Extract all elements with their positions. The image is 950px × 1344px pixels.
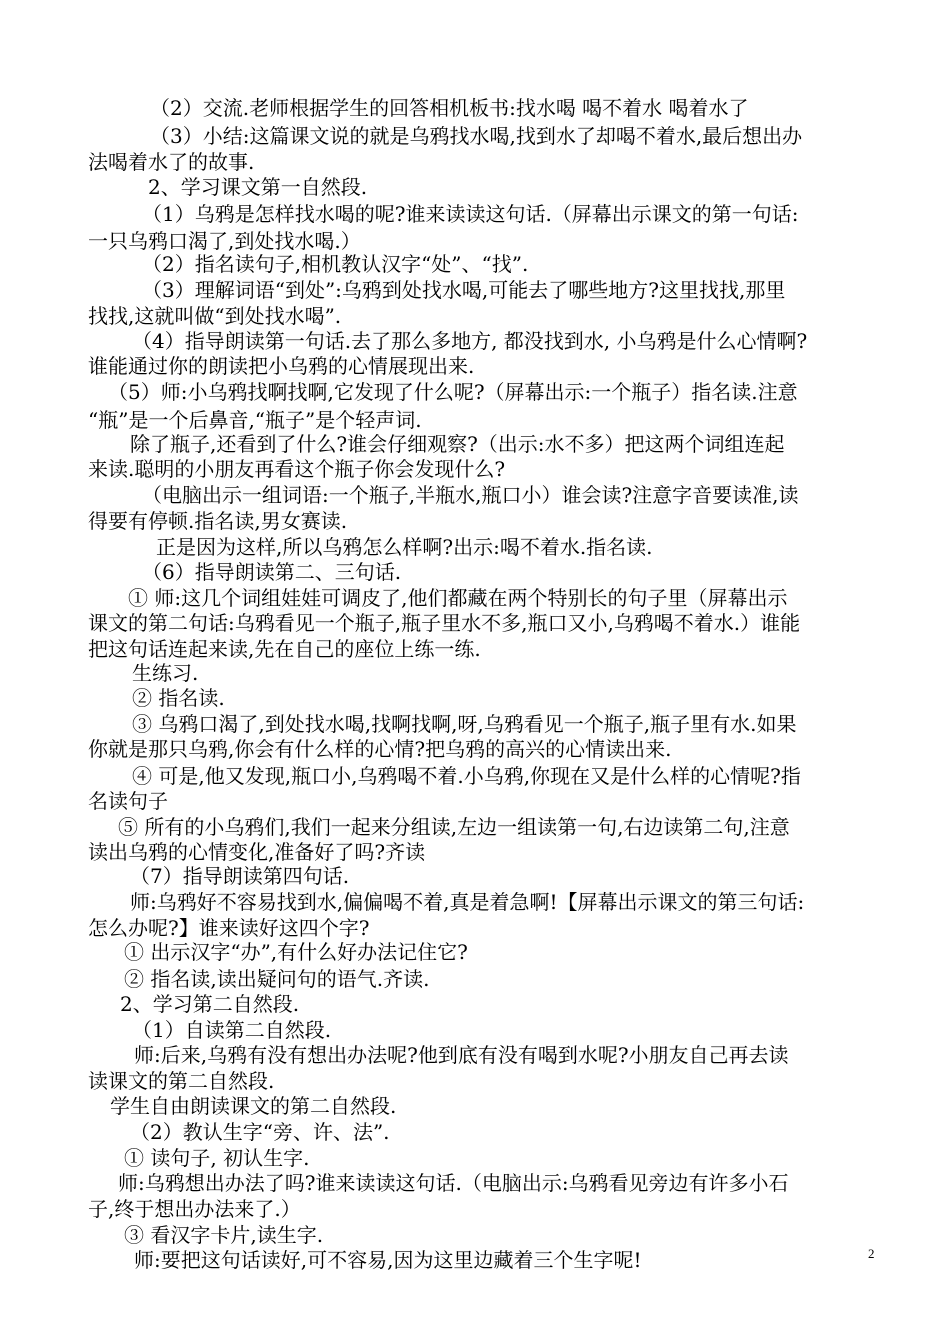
text-line: （2）交流.老师根据学生的回答相机板书:找水喝 喝不着水 喝着水了	[150, 96, 749, 120]
text-line: ③ 看汉字卡片,读生字.	[124, 1223, 324, 1247]
text-line: （1）自读第二自然段.	[132, 1018, 332, 1042]
text-line: 读出乌鸦的心情变化,准备好了吗?齐读	[88, 840, 426, 864]
text-line: 2、学习第二自然段.	[120, 992, 300, 1016]
text-line: （电脑出示一组词语:一个瓶子,半瓶水,瓶口小）谁会读?注意字音要读准,读	[142, 483, 799, 507]
text-line: （3）小结:这篇课文说的就是乌鸦找水喝,找到水了却喝不着水,最后想出办	[150, 124, 803, 148]
text-line: 正是因为这样,所以乌鸦怎么样啊?出示:喝不着水.指名读.	[156, 535, 653, 559]
text-line: 找找,这就叫做“到处找水喝”.	[88, 304, 342, 328]
text-line: （7）指导朗读第四句话.	[130, 864, 350, 888]
text-line: ① 师:这几个词组娃娃可调皮了,他们都藏在两个特别长的句子里（屏幕出示	[128, 586, 788, 610]
text-line: 子,终于想出办法来了.）	[88, 1197, 301, 1221]
text-line: ④ 可是,他又发现,瓶口小,乌鸦喝不着.小乌鸦,你现在又是什么样的心情呢?指	[132, 764, 801, 788]
text-line: 一只乌鸦口渴了,到处找水喝.）	[88, 229, 361, 253]
text-line: 2、学习课文第一自然段.	[148, 175, 368, 199]
text-line: ② 指名读,读出疑问句的语气.齐读.	[124, 967, 430, 991]
text-line: 除了瓶子,还看到了什么?谁会仔细观察?（出示:水不多）把这两个词组连起	[130, 432, 785, 456]
text-line: （1）乌鸦是怎样找水喝的呢?谁来读读这句话.（屏幕出示课文的第一句话:	[142, 202, 799, 226]
text-line: ⑤ 所有的小乌鸦们,我们一起来分组读,左边一组读第一句,右边读第二句,注意	[118, 815, 790, 839]
text-line: 学生自由朗读课文的第二自然段.	[110, 1094, 397, 1118]
text-line: 得要有停顿.指名读,男女赛读.	[88, 509, 348, 533]
text-line: 师:乌鸦想出办法了吗?谁来读读这句话.（电脑出示:乌鸦看见旁边有许多小石	[118, 1171, 789, 1195]
text-line: 来读.聪明的小朋友再看这个瓶子你会发现什么?	[88, 457, 506, 481]
text-line: 师:乌鸦好不容易找到水,偏偏喝不着,真是着急啊!【屏幕出示课文的第三句话:	[130, 890, 805, 914]
page-number: 2	[868, 1246, 875, 1261]
text-line: （3）理解词语“到处”:乌鸦到处找水喝,可能去了哪些地方?这里找找,那里	[142, 278, 786, 302]
text-line: 师:要把这句话读好,可不容易,因为这里边藏着三个生字呢!	[134, 1248, 642, 1272]
text-line: 怎么办呢?】谁来读好这四个字?	[88, 916, 370, 940]
text-line: 师:后来,乌鸦有没有想出办法呢?他到底有没有喝到水呢?小朋友自己再去读	[134, 1043, 789, 1067]
text-line: （2）教认生字“旁、许、法”.	[130, 1120, 390, 1144]
text-line: 你就是那只乌鸦,你会有什么样的心情?把乌鸦的高兴的心情读出来.	[88, 737, 672, 761]
text-line: （5）师:小乌鸦找啊找啊,它发现了什么呢?（屏幕出示:一个瓶子）指名读.注意	[108, 380, 798, 404]
text-line: ③ 乌鸦口渴了,到处找水喝,找啊找啊,呀,乌鸦看见一个瓶子,瓶子里有水.如果	[132, 712, 797, 736]
text-line: 课文的第二句话:乌鸦看见一个瓶子,瓶子里水不多,瓶口又小,乌鸦喝不着水.）谁能	[88, 611, 801, 635]
text-line: 法喝着水了的故事.	[88, 150, 255, 174]
text-line: 名读句子	[88, 789, 168, 813]
text-line: 读课文的第二自然段.	[88, 1069, 275, 1093]
text-line: （4）指导朗读第一句话.去了那么多地方, 都没找到水, 小乌鸦是什么心情啊?	[132, 329, 808, 353]
text-line: 生练习.	[132, 661, 199, 685]
text-line: （2）指名读句子,相机教认汉字“处”、“找”.	[142, 252, 529, 276]
text-line: ② 指名读.	[132, 686, 225, 710]
text-line: 把这句话连起来读,先在自己的座位上练一练.	[88, 637, 481, 661]
text-line: 谁能通过你的朗读把小乌鸦的心情展现出来.	[88, 354, 475, 378]
text-line: ① 读句子, 初认生字.	[124, 1146, 310, 1170]
text-line: “瓶”是一个后鼻音,“瓶子”是个轻声词.	[88, 408, 422, 432]
text-line: ① 出示汉字“办”,有什么好办法记住它?	[124, 940, 468, 964]
text-line: （6）指导朗读第二、三句话.	[142, 560, 402, 584]
